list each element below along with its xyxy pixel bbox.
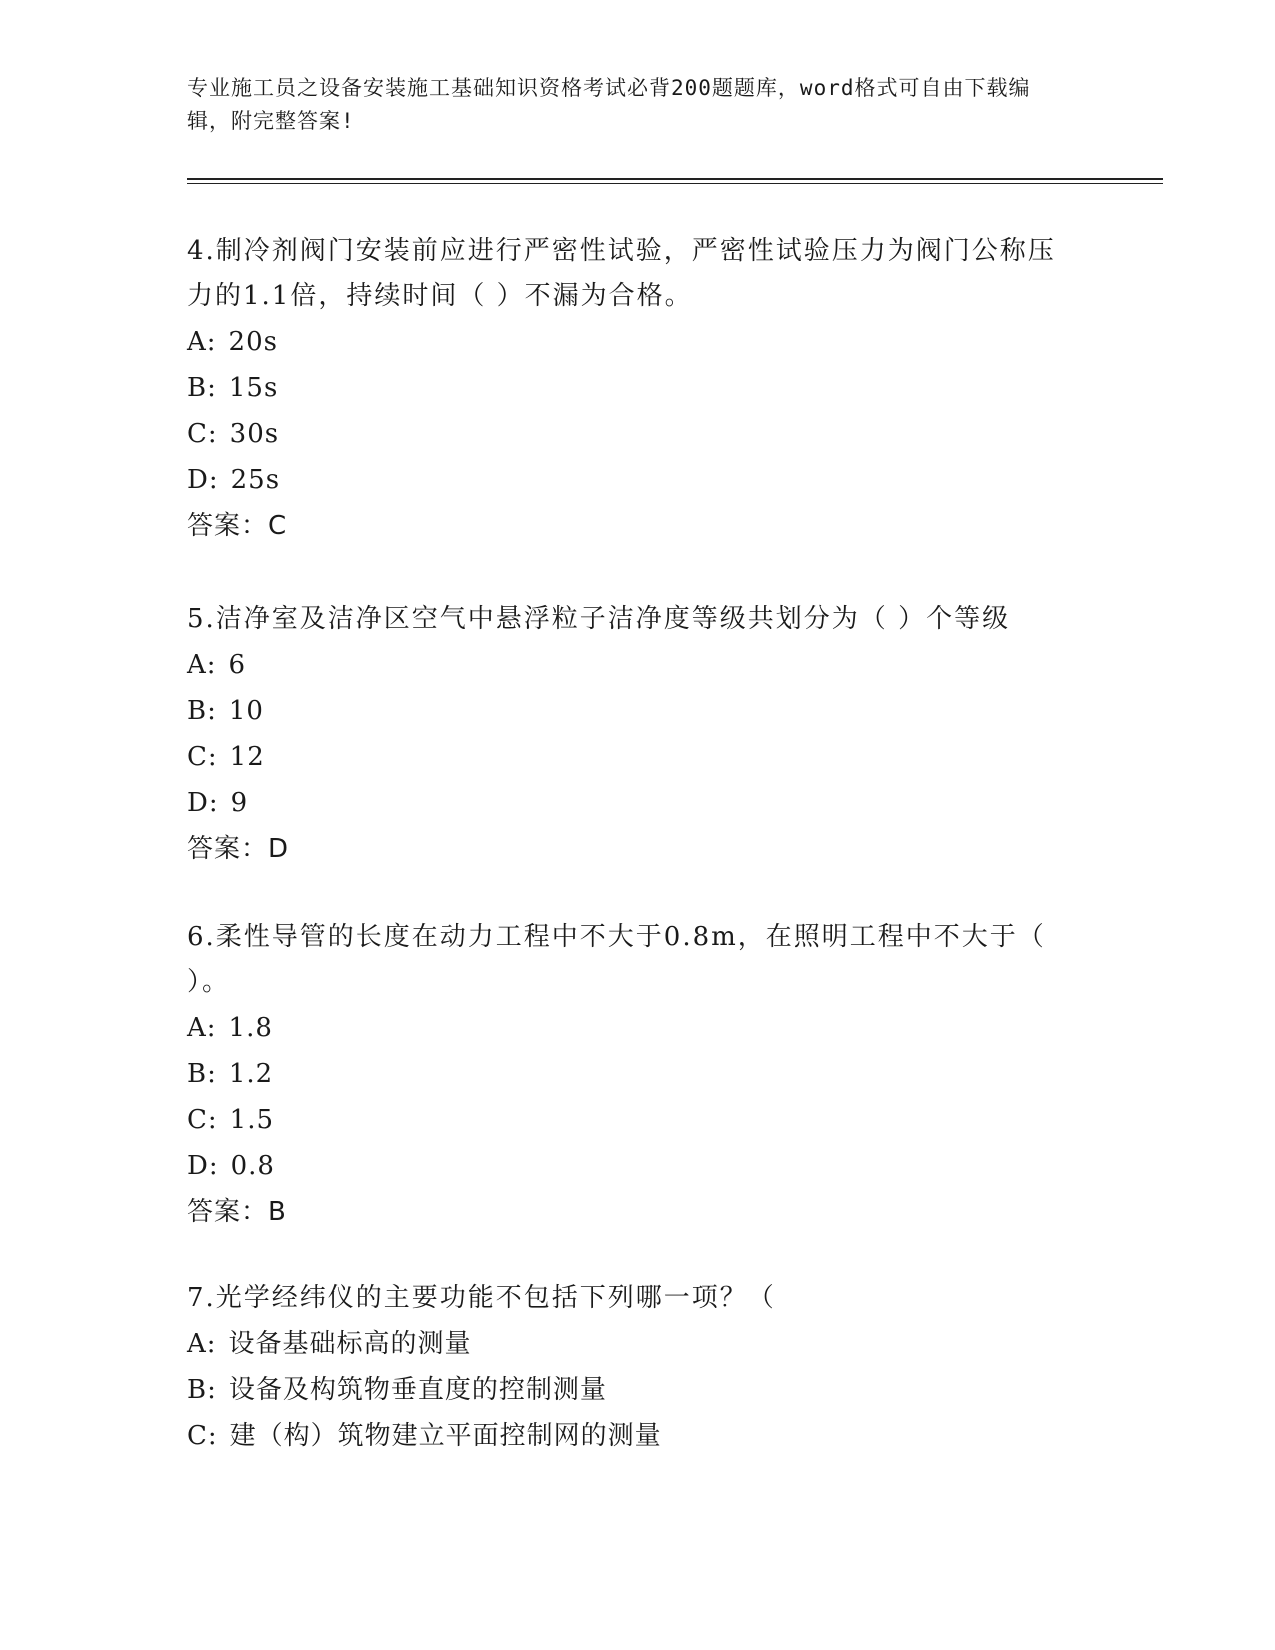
option-c (187, 411, 1067, 457)
option-text: 1.2 (228, 1059, 274, 1089)
option-a (187, 642, 1067, 688)
option-letter: C (187, 742, 208, 772)
question-text: 7.光学经纬仪的主要功能不包括下列哪一项？（ (187, 1283, 776, 1313)
answer-label: 答案：B (187, 1197, 287, 1227)
option-separator: : (207, 1059, 217, 1089)
option-letter: B (187, 1059, 208, 1089)
option-letter: C (187, 1421, 208, 1451)
option-separator: : (207, 696, 217, 726)
option-text: 1.8 (228, 1013, 273, 1043)
header-divider-thick (187, 178, 1163, 180)
option-letter: A (187, 650, 207, 680)
option-a (187, 1321, 1067, 1367)
option-a (187, 1005, 1067, 1051)
option-text: 30s (229, 419, 280, 449)
option-letter: C (187, 1105, 208, 1135)
question-6 (187, 915, 1067, 1235)
option-separator: : (207, 1421, 218, 1451)
option-separator: : (208, 1151, 219, 1181)
answer-label: 答案：C (187, 511, 288, 541)
question-5 (187, 597, 1067, 872)
option-separator: : (206, 1013, 217, 1043)
question-text: 5.洁净室及洁净区空气中悬浮粒子洁净度等级共划分为（ ）个等级 (187, 604, 1011, 634)
option-letter: A (187, 1329, 207, 1359)
question-7 (187, 1276, 1067, 1459)
option-c (187, 1413, 1067, 1459)
option-c (187, 1097, 1067, 1143)
option-letter: D (187, 1151, 209, 1181)
option-letter: A (187, 1013, 207, 1043)
option-b (187, 1051, 1067, 1097)
option-separator: : (207, 419, 218, 449)
question-text: 6.柔性导管的长度在动力工程中不大于0.8m，在照明工程中不大于（ ）。 (187, 922, 1046, 997)
option-text: 25s (230, 465, 281, 495)
option-separator: : (207, 373, 217, 403)
option-letter: B (187, 696, 208, 726)
header-divider-thin (187, 183, 1163, 184)
option-c (187, 734, 1067, 780)
option-separator: : (207, 742, 218, 772)
option-text: 建（构）筑物建立平面控制网的测量 (229, 1421, 662, 1451)
option-d (187, 780, 1067, 826)
option-a (187, 319, 1067, 365)
option-letter: B (187, 373, 208, 403)
option-text: 12 (229, 742, 265, 772)
option-d (187, 457, 1067, 503)
option-separator: : (207, 1105, 218, 1135)
option-text: 设备基础标高的测量 (228, 1329, 472, 1359)
answer-label: 答案：D (187, 834, 290, 864)
option-separator: : (206, 1329, 217, 1359)
option-d (187, 1143, 1067, 1189)
option-separator: : (208, 465, 219, 495)
option-text: 0.8 (230, 1151, 275, 1181)
option-text: 9 (230, 788, 249, 818)
option-text: 10 (228, 696, 264, 726)
question-text: 4.制冷剂阀门安装前应进行严密性试验，严密性试验压力为阀门公称压力的1.1倍，持续时间（ ）不漏为合格。 (187, 236, 1056, 311)
option-separator: : (207, 1375, 217, 1405)
option-text: 6 (228, 650, 247, 680)
option-text: 设备及构筑物垂直度的控制测量 (228, 1375, 607, 1405)
option-letter: B (187, 1375, 208, 1405)
option-letter: A (187, 327, 207, 357)
option-letter: C (187, 419, 208, 449)
option-b (187, 365, 1067, 411)
option-separator: : (206, 650, 217, 680)
option-separator: : (208, 788, 219, 818)
question-4 (187, 229, 1067, 549)
option-text: 20s (228, 327, 278, 357)
option-text: 1.5 (229, 1105, 275, 1135)
option-b (187, 688, 1067, 734)
document-header: 专业施工员之设备安装施工基础知识资格考试必背200题题库，word格式可自由下载编辑，附完整答案! (187, 76, 1031, 133)
option-letter: D (187, 465, 209, 495)
option-separator: : (206, 327, 217, 357)
option-text: 15s (228, 373, 279, 403)
option-b (187, 1367, 1067, 1413)
option-letter: D (187, 788, 209, 818)
